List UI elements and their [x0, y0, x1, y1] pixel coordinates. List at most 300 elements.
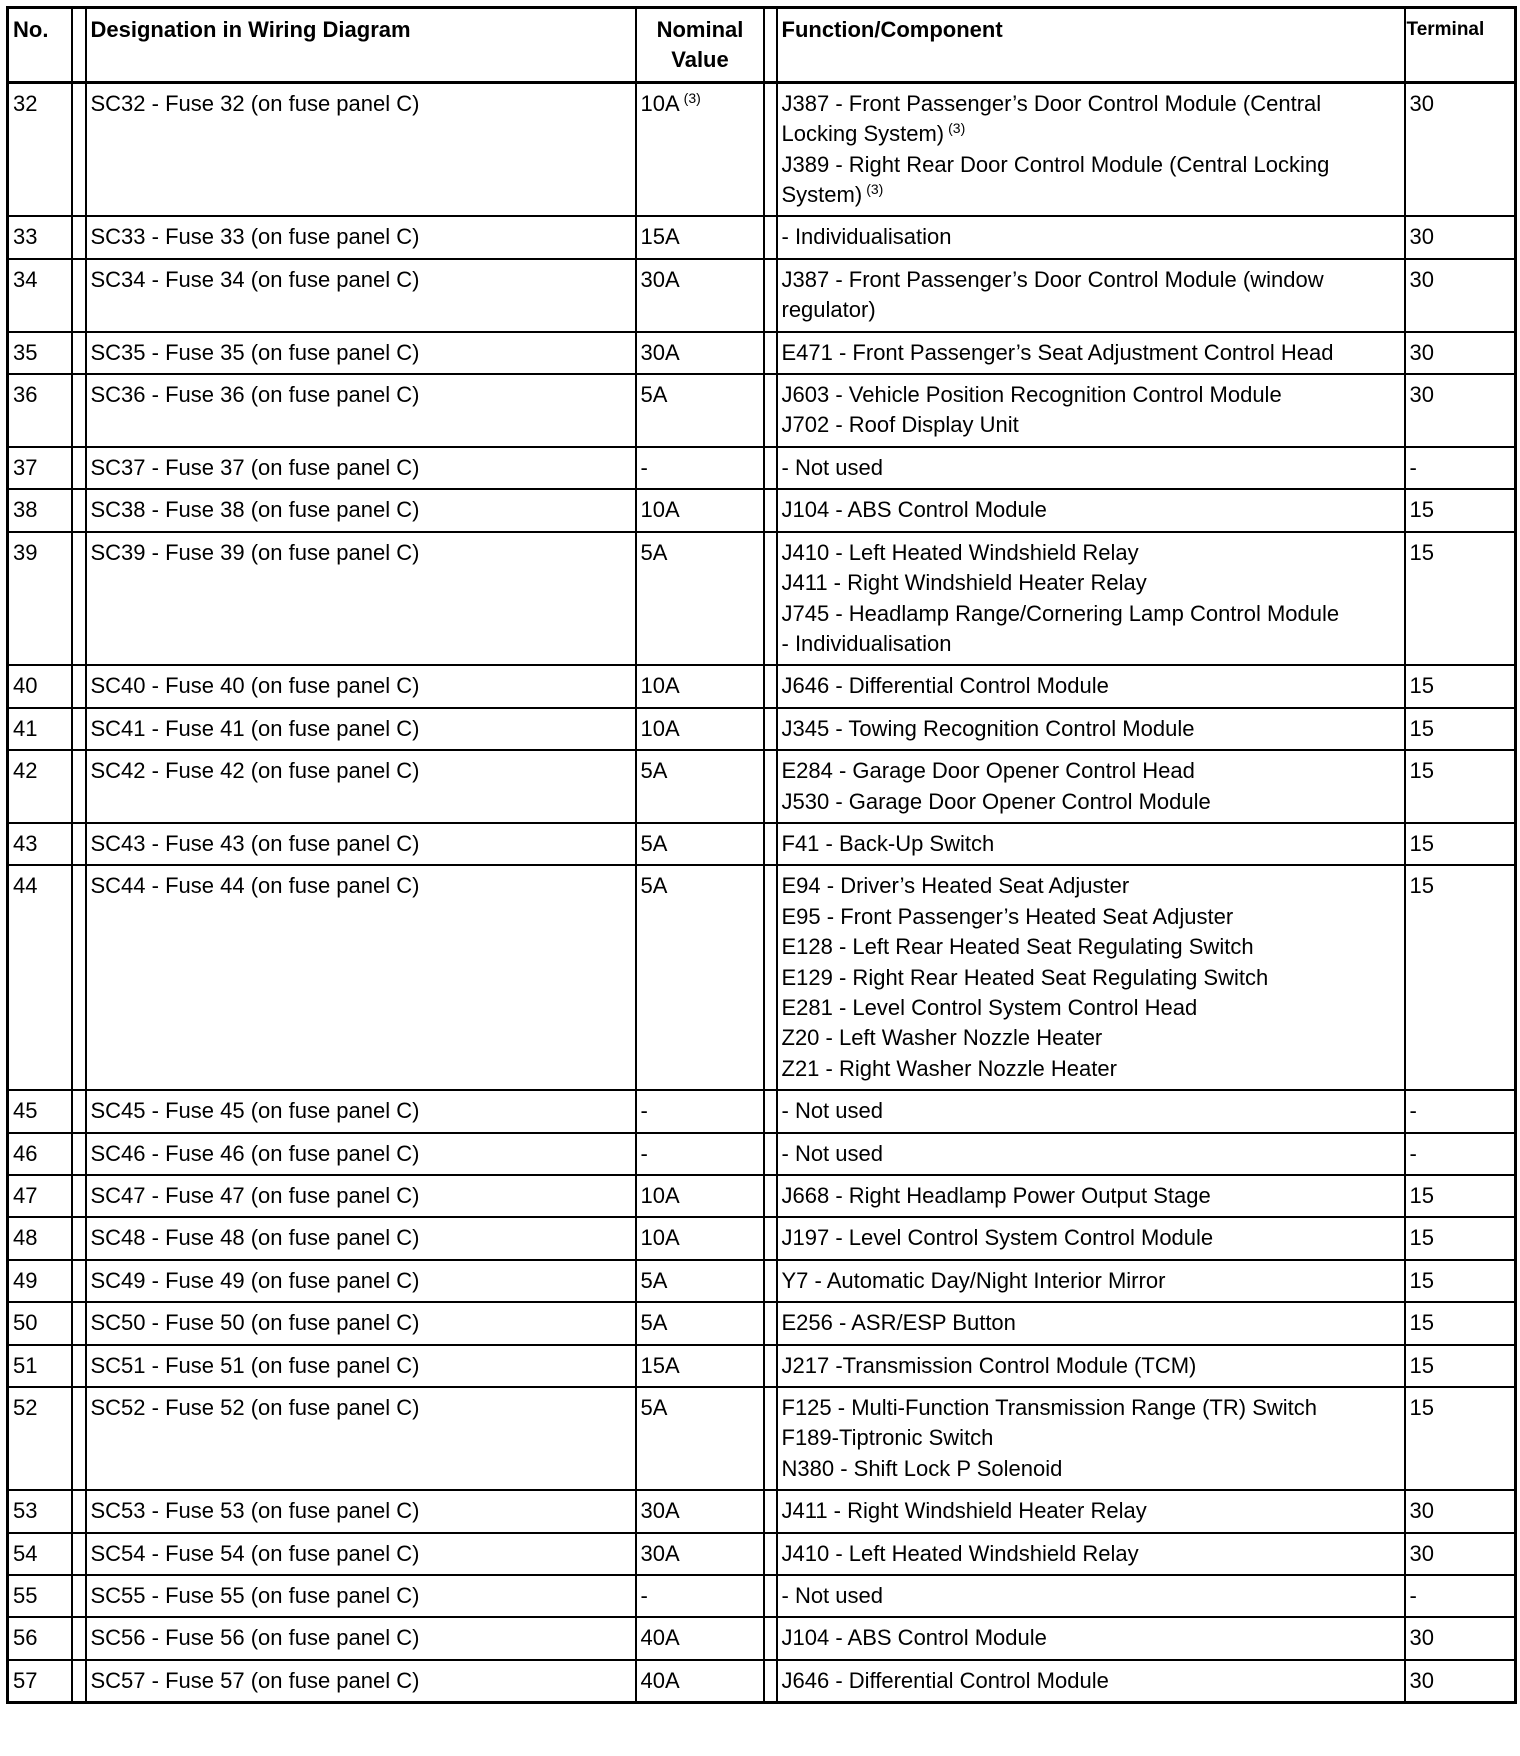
column-divider	[764, 1217, 777, 1259]
terminal: 15	[1405, 708, 1516, 750]
terminal: 15	[1405, 532, 1516, 666]
terminal: 15	[1405, 1217, 1516, 1259]
component-text: J410 - Left Heated Windshield Relay	[781, 539, 1139, 565]
component-entry	[782, 932, 1401, 962]
nominal-value	[636, 489, 764, 531]
nominal-value	[636, 1345, 764, 1387]
header-designation: Designation in Wiring Diagram	[86, 8, 636, 83]
fuse-number: 41	[8, 708, 72, 750]
column-divider	[72, 216, 86, 258]
component-entry	[782, 538, 1401, 568]
column-divider	[72, 1217, 86, 1259]
header-nominal: Nominal Value	[636, 8, 764, 83]
nominal-value	[636, 532, 764, 666]
function-component	[777, 82, 1405, 216]
table-row	[8, 1217, 1516, 1259]
component-text: J745 - Headlamp Range/Cornering Lamp Control Module	[781, 600, 1340, 626]
column-divider	[764, 1660, 777, 1703]
column-divider	[764, 1133, 777, 1175]
fuse-designation: SC46 - Fuse 46 (on fuse panel C)	[86, 1133, 636, 1175]
fuse-designation: SC47 - Fuse 47 (on fuse panel C)	[86, 1175, 636, 1217]
component-text: - Not used	[781, 454, 883, 480]
table-row	[8, 1387, 1516, 1490]
column-divider	[764, 1260, 777, 1302]
terminal: 30	[1405, 1660, 1516, 1703]
component-text: J646 - Differential Control Module	[781, 673, 1109, 699]
component-entry	[782, 599, 1401, 629]
column-divider	[72, 1302, 86, 1344]
column-divider	[764, 1387, 777, 1490]
function-component	[777, 708, 1405, 750]
column-divider	[72, 374, 86, 447]
header-function: Function/Component	[777, 8, 1405, 83]
component-entry	[782, 963, 1401, 993]
component-text: J104 - ABS Control Module	[781, 1625, 1047, 1651]
component-entry	[782, 714, 1401, 744]
nominal-value	[636, 1660, 764, 1703]
nominal-value	[636, 216, 764, 258]
component-entry	[782, 1096, 1401, 1126]
column-divider	[764, 489, 777, 531]
table-row	[8, 865, 1516, 1090]
nominal-value-text: 5A	[640, 758, 668, 784]
table-row	[8, 1175, 1516, 1217]
header-no: No.	[8, 8, 72, 83]
function-component	[777, 1490, 1405, 1532]
component-text: E284 - Garage Door Opener Control Head	[781, 758, 1195, 784]
terminal: 30	[1405, 1533, 1516, 1575]
footnote-ref: (3)	[683, 89, 701, 106]
fuse-number: 53	[8, 1490, 72, 1532]
terminal: 30	[1405, 1617, 1516, 1659]
component-entry	[782, 1666, 1401, 1696]
nominal-value-text: 30A	[640, 339, 680, 365]
nominal-value	[636, 1175, 764, 1217]
terminal: 30	[1405, 82, 1516, 216]
column-divider	[72, 447, 86, 489]
component-text: E128 - Left Rear Heated Seat Regulating Switch	[781, 934, 1254, 960]
nominal-value-text: 40A	[640, 1625, 680, 1651]
column-divider	[72, 82, 86, 216]
component-entry	[782, 671, 1401, 701]
component-text: J345 - Towing Recognition Control Module	[781, 715, 1195, 741]
component-entry	[782, 871, 1401, 901]
column-divider	[72, 8, 86, 83]
component-entry	[782, 756, 1401, 786]
component-text: J104 - ABS Control Module	[781, 497, 1047, 523]
column-divider	[72, 823, 86, 865]
component-entry	[782, 787, 1401, 817]
component-text: - Not used	[781, 1140, 883, 1166]
column-divider	[764, 1533, 777, 1575]
component-text: J387 - Front Passenger’s Door Control Module (Central Locking System)	[781, 90, 1322, 147]
fuse-designation: SC51 - Fuse 51 (on fuse panel C)	[86, 1345, 636, 1387]
column-divider	[72, 865, 86, 1090]
component-text: J530 - Garage Door Opener Control Module	[781, 788, 1211, 814]
footnote-ref: (3)	[866, 181, 884, 198]
fuse-designation: SC44 - Fuse 44 (on fuse panel C)	[86, 865, 636, 1090]
function-component	[777, 259, 1405, 332]
nominal-value-text: 5A	[640, 382, 668, 408]
nominal-value	[636, 865, 764, 1090]
terminal: 15	[1405, 665, 1516, 707]
component-entry	[782, 222, 1401, 252]
header-terminal: Terminal	[1405, 8, 1516, 83]
column-divider	[72, 665, 86, 707]
fuse-designation: SC37 - Fuse 37 (on fuse panel C)	[86, 447, 636, 489]
fuse-number: 40	[8, 665, 72, 707]
component-entry	[782, 1351, 1401, 1381]
fuse-designation: SC33 - Fuse 33 (on fuse panel C)	[86, 216, 636, 258]
table-row	[8, 216, 1516, 258]
component-entry	[782, 1623, 1401, 1653]
nominal-value-text: 15A	[640, 1352, 680, 1378]
fuse-designation: SC43 - Fuse 43 (on fuse panel C)	[86, 823, 636, 865]
function-component	[777, 1302, 1405, 1344]
table-row	[8, 1660, 1516, 1703]
function-component	[777, 1217, 1405, 1259]
component-entry	[782, 902, 1401, 932]
nominal-value	[636, 1217, 764, 1259]
table-row	[8, 1302, 1516, 1344]
table-row	[8, 1090, 1516, 1132]
nominal-value	[636, 708, 764, 750]
column-divider	[764, 82, 777, 216]
table-row	[8, 823, 1516, 865]
fuse-designation: SC42 - Fuse 42 (on fuse panel C)	[86, 750, 636, 823]
column-divider	[72, 1575, 86, 1617]
component-entry	[782, 1223, 1401, 1253]
component-entry	[782, 1539, 1401, 1569]
terminal: 15	[1405, 1345, 1516, 1387]
fuse-number: 34	[8, 259, 72, 332]
terminal: 15	[1405, 1260, 1516, 1302]
fuse-number: 39	[8, 532, 72, 666]
terminal: 30	[1405, 216, 1516, 258]
function-component	[777, 865, 1405, 1090]
terminal: 30	[1405, 374, 1516, 447]
terminal: 15	[1405, 750, 1516, 823]
nominal-value	[636, 823, 764, 865]
nominal-value	[636, 259, 764, 332]
component-text: N380 - Shift Lock P Solenoid	[781, 1455, 1063, 1481]
component-entry	[782, 1423, 1401, 1453]
fuse-number: 43	[8, 823, 72, 865]
column-divider	[72, 750, 86, 823]
fuse-number: 47	[8, 1175, 72, 1217]
column-divider	[764, 332, 777, 374]
component-entry	[782, 1139, 1401, 1169]
table-row	[8, 665, 1516, 707]
component-text: J410 - Left Heated Windshield Relay	[781, 1540, 1139, 1566]
component-entry	[782, 1393, 1401, 1423]
fuse-designation: SC39 - Fuse 39 (on fuse panel C)	[86, 532, 636, 666]
terminal: -	[1405, 447, 1516, 489]
column-divider	[72, 332, 86, 374]
terminal: 15	[1405, 489, 1516, 531]
component-text: - Not used	[781, 1583, 883, 1609]
component-text: Z20 - Left Washer Nozzle Heater	[781, 1025, 1103, 1051]
function-component	[777, 823, 1405, 865]
nominal-value	[636, 447, 764, 489]
fuse-designation: SC41 - Fuse 41 (on fuse panel C)	[86, 708, 636, 750]
nominal-value-text: -	[640, 454, 648, 480]
component-text: E256 - ASR/ESP Button	[781, 1310, 1016, 1336]
column-divider	[72, 1490, 86, 1532]
component-entry	[782, 629, 1401, 659]
table-row	[8, 332, 1516, 374]
component-text: Z21 - Right Washer Nozzle Heater	[781, 1055, 1117, 1081]
function-component	[777, 1617, 1405, 1659]
fuse-number: 49	[8, 1260, 72, 1302]
component-entry	[782, 453, 1401, 483]
component-text: E471 - Front Passenger’s Seat Adjustment Control Head	[781, 339, 1334, 365]
component-text: E95 - Front Passenger’s Heated Seat Adjuster	[781, 903, 1234, 929]
fuse-designation: SC34 - Fuse 34 (on fuse panel C)	[86, 259, 636, 332]
component-entry	[782, 1496, 1401, 1526]
nominal-value-text: 5A	[640, 1395, 668, 1421]
table-row	[8, 1617, 1516, 1659]
terminal: 15	[1405, 1302, 1516, 1344]
column-divider	[72, 259, 86, 332]
component-text: J217 -Transmission Control Module (TCM)	[781, 1352, 1197, 1378]
column-divider	[764, 823, 777, 865]
nominal-value-text: 5A	[640, 873, 668, 899]
component-text: J668 - Right Headlamp Power Output Stage	[781, 1183, 1211, 1208]
table-row	[8, 1533, 1516, 1575]
fuse-number: 52	[8, 1387, 72, 1490]
column-divider	[72, 1090, 86, 1132]
terminal: 15	[1405, 865, 1516, 1090]
nominal-value-text: 5A	[640, 1310, 668, 1336]
column-divider	[764, 1575, 777, 1617]
column-divider	[72, 532, 86, 666]
footnote-ref: (3)	[948, 120, 966, 137]
table-row	[8, 447, 1516, 489]
column-divider	[764, 750, 777, 823]
component-entry	[782, 568, 1401, 598]
table-row	[8, 708, 1516, 750]
fuse-number: 42	[8, 750, 72, 823]
fuse-designation: SC36 - Fuse 36 (on fuse panel C)	[86, 374, 636, 447]
component-text: - Individualisation	[781, 224, 952, 250]
column-divider	[764, 216, 777, 258]
component-entry	[782, 89, 1401, 150]
column-divider	[72, 1260, 86, 1302]
nominal-value-text: 5A	[640, 830, 668, 856]
nominal-value	[636, 1533, 764, 1575]
fuse-designation: SC40 - Fuse 40 (on fuse panel C)	[86, 665, 636, 707]
component-text: J387 - Front Passenger’s Door Control Module (window regulator)	[781, 266, 1324, 323]
header-row	[8, 8, 1516, 83]
column-divider	[764, 532, 777, 666]
column-divider	[764, 708, 777, 750]
column-divider	[764, 1345, 777, 1387]
nominal-value-text: 10A	[640, 673, 680, 699]
nominal-value	[636, 1302, 764, 1344]
fuse-designation: SC50 - Fuse 50 (on fuse panel C)	[86, 1302, 636, 1344]
component-entry	[782, 1023, 1401, 1053]
component-text: E129 - Right Rear Heated Seat Regulating Switch	[781, 964, 1269, 990]
table-row	[8, 1490, 1516, 1532]
nominal-value-text: -	[640, 1140, 648, 1166]
component-entry	[782, 993, 1401, 1023]
fuse-number: 38	[8, 489, 72, 531]
function-component	[777, 750, 1405, 823]
component-text: F41 - Back-Up Switch	[781, 830, 995, 856]
terminal: 30	[1405, 259, 1516, 332]
fuse-number: 44	[8, 865, 72, 1090]
table-row	[8, 1575, 1516, 1617]
function-component	[777, 1090, 1405, 1132]
column-divider	[72, 489, 86, 531]
fuse-number: 32	[8, 82, 72, 216]
function-component	[777, 1345, 1405, 1387]
function-component	[777, 374, 1405, 447]
nominal-value	[636, 750, 764, 823]
terminal: -	[1405, 1575, 1516, 1617]
fuse-designation: SC55 - Fuse 55 (on fuse panel C)	[86, 1575, 636, 1617]
table-row	[8, 82, 1516, 216]
function-component	[777, 447, 1405, 489]
component-text: E281 - Level Control System Control Head	[781, 994, 1198, 1020]
nominal-value-text: 10A	[640, 1225, 680, 1251]
nominal-value-text: 10A	[640, 90, 680, 116]
nominal-value-text: 5A	[640, 1267, 668, 1293]
nominal-value	[636, 1090, 764, 1132]
column-divider	[764, 665, 777, 707]
function-component	[777, 1175, 1405, 1217]
component-entry	[782, 380, 1401, 410]
fuse-table	[6, 6, 1517, 1704]
fuse-designation: SC48 - Fuse 48 (on fuse panel C)	[86, 1217, 636, 1259]
fuse-designation: SC38 - Fuse 38 (on fuse panel C)	[86, 489, 636, 531]
nominal-value	[636, 1387, 764, 1490]
nominal-value-text: 15A	[640, 224, 680, 250]
table-row	[8, 259, 1516, 332]
nominal-value-text: -	[640, 1583, 648, 1609]
fuse-designation: SC52 - Fuse 52 (on fuse panel C)	[86, 1387, 636, 1490]
column-divider	[764, 1302, 777, 1344]
function-component	[777, 532, 1405, 666]
nominal-value-text: 30A	[640, 1498, 680, 1524]
fuse-number: 55	[8, 1575, 72, 1617]
table-row	[8, 750, 1516, 823]
function-component	[777, 216, 1405, 258]
table-row	[8, 489, 1516, 531]
component-text: J411 - Right Windshield Heater Relay	[781, 570, 1147, 596]
nominal-value	[636, 82, 764, 216]
nominal-value	[636, 1617, 764, 1659]
nominal-value	[636, 1575, 764, 1617]
nominal-value	[636, 1133, 764, 1175]
fuse-designation: SC56 - Fuse 56 (on fuse panel C)	[86, 1617, 636, 1659]
nominal-value-text: 10A	[640, 1183, 680, 1208]
column-divider	[72, 1660, 86, 1703]
nominal-value	[636, 1490, 764, 1532]
nominal-value	[636, 665, 764, 707]
nominal-value-text: 30A	[640, 266, 680, 292]
component-entry	[782, 1308, 1401, 1338]
nominal-value-text: 10A	[640, 497, 680, 523]
component-text: E94 - Driver’s Heated Seat Adjuster	[781, 873, 1130, 899]
function-component	[777, 1260, 1405, 1302]
function-component	[777, 1387, 1405, 1490]
table-row	[8, 1260, 1516, 1302]
component-text: J197 - Level Control System Control Module	[781, 1225, 1214, 1251]
fuse-number: 46	[8, 1133, 72, 1175]
component-entry	[782, 410, 1401, 440]
nominal-value-text: 40A	[640, 1667, 680, 1693]
nominal-value-text: 30A	[640, 1540, 680, 1566]
column-divider	[764, 1617, 777, 1659]
column-divider	[72, 1533, 86, 1575]
terminal: -	[1405, 1133, 1516, 1175]
column-divider	[72, 1617, 86, 1659]
function-component	[777, 489, 1405, 531]
table-row	[8, 532, 1516, 666]
fuse-number: 33	[8, 216, 72, 258]
component-text: F189-Tiptronic Switch	[781, 1425, 994, 1451]
fuse-number: 36	[8, 374, 72, 447]
component-text: - Not used	[781, 1098, 883, 1124]
component-entry	[782, 338, 1401, 368]
column-divider	[764, 447, 777, 489]
fuse-designation: SC49 - Fuse 49 (on fuse panel C)	[86, 1260, 636, 1302]
component-text: Y7 - Automatic Day/Night Interior Mirror	[781, 1267, 1166, 1293]
column-divider	[764, 1175, 777, 1217]
terminal: 15	[1405, 1387, 1516, 1490]
column-divider	[764, 374, 777, 447]
table-row	[8, 374, 1516, 447]
component-entry	[782, 1054, 1401, 1084]
component-entry	[782, 1454, 1401, 1484]
component-text: J702 - Roof Display Unit	[781, 412, 1019, 438]
column-divider	[764, 259, 777, 332]
component-entry	[782, 1266, 1401, 1296]
function-component	[777, 1575, 1405, 1617]
fuse-number: 45	[8, 1090, 72, 1132]
fuse-number: 57	[8, 1660, 72, 1703]
column-divider	[764, 865, 777, 1090]
nominal-value	[636, 374, 764, 447]
terminal: 30	[1405, 332, 1516, 374]
nominal-value-text: 10A	[640, 715, 680, 741]
nominal-value-text: 5A	[640, 539, 668, 565]
component-text: J603 - Vehicle Position Recognition Control Module	[781, 382, 1282, 408]
terminal: -	[1405, 1090, 1516, 1132]
component-text: J389 - Right Rear Door Control Module (Central Locking System)	[781, 151, 1330, 208]
fuse-number: 37	[8, 447, 72, 489]
fuse-number: 51	[8, 1345, 72, 1387]
column-divider	[764, 1090, 777, 1132]
fuse-designation: SC32 - Fuse 32 (on fuse panel C)	[86, 82, 636, 216]
fuse-designation: SC57 - Fuse 57 (on fuse panel C)	[86, 1660, 636, 1703]
function-component	[777, 665, 1405, 707]
component-entry	[782, 1581, 1401, 1611]
terminal: 15	[1405, 1175, 1516, 1217]
component-text: J646 - Differential Control Module	[781, 1667, 1109, 1693]
terminal: 15	[1405, 823, 1516, 865]
column-divider	[72, 708, 86, 750]
nominal-value	[636, 1260, 764, 1302]
column-divider	[72, 1387, 86, 1490]
column-divider	[72, 1345, 86, 1387]
component-entry	[782, 495, 1401, 525]
function-component	[777, 1660, 1405, 1703]
fuse-designation: SC35 - Fuse 35 (on fuse panel C)	[86, 332, 636, 374]
fuse-designation: SC45 - Fuse 45 (on fuse panel C)	[86, 1090, 636, 1132]
